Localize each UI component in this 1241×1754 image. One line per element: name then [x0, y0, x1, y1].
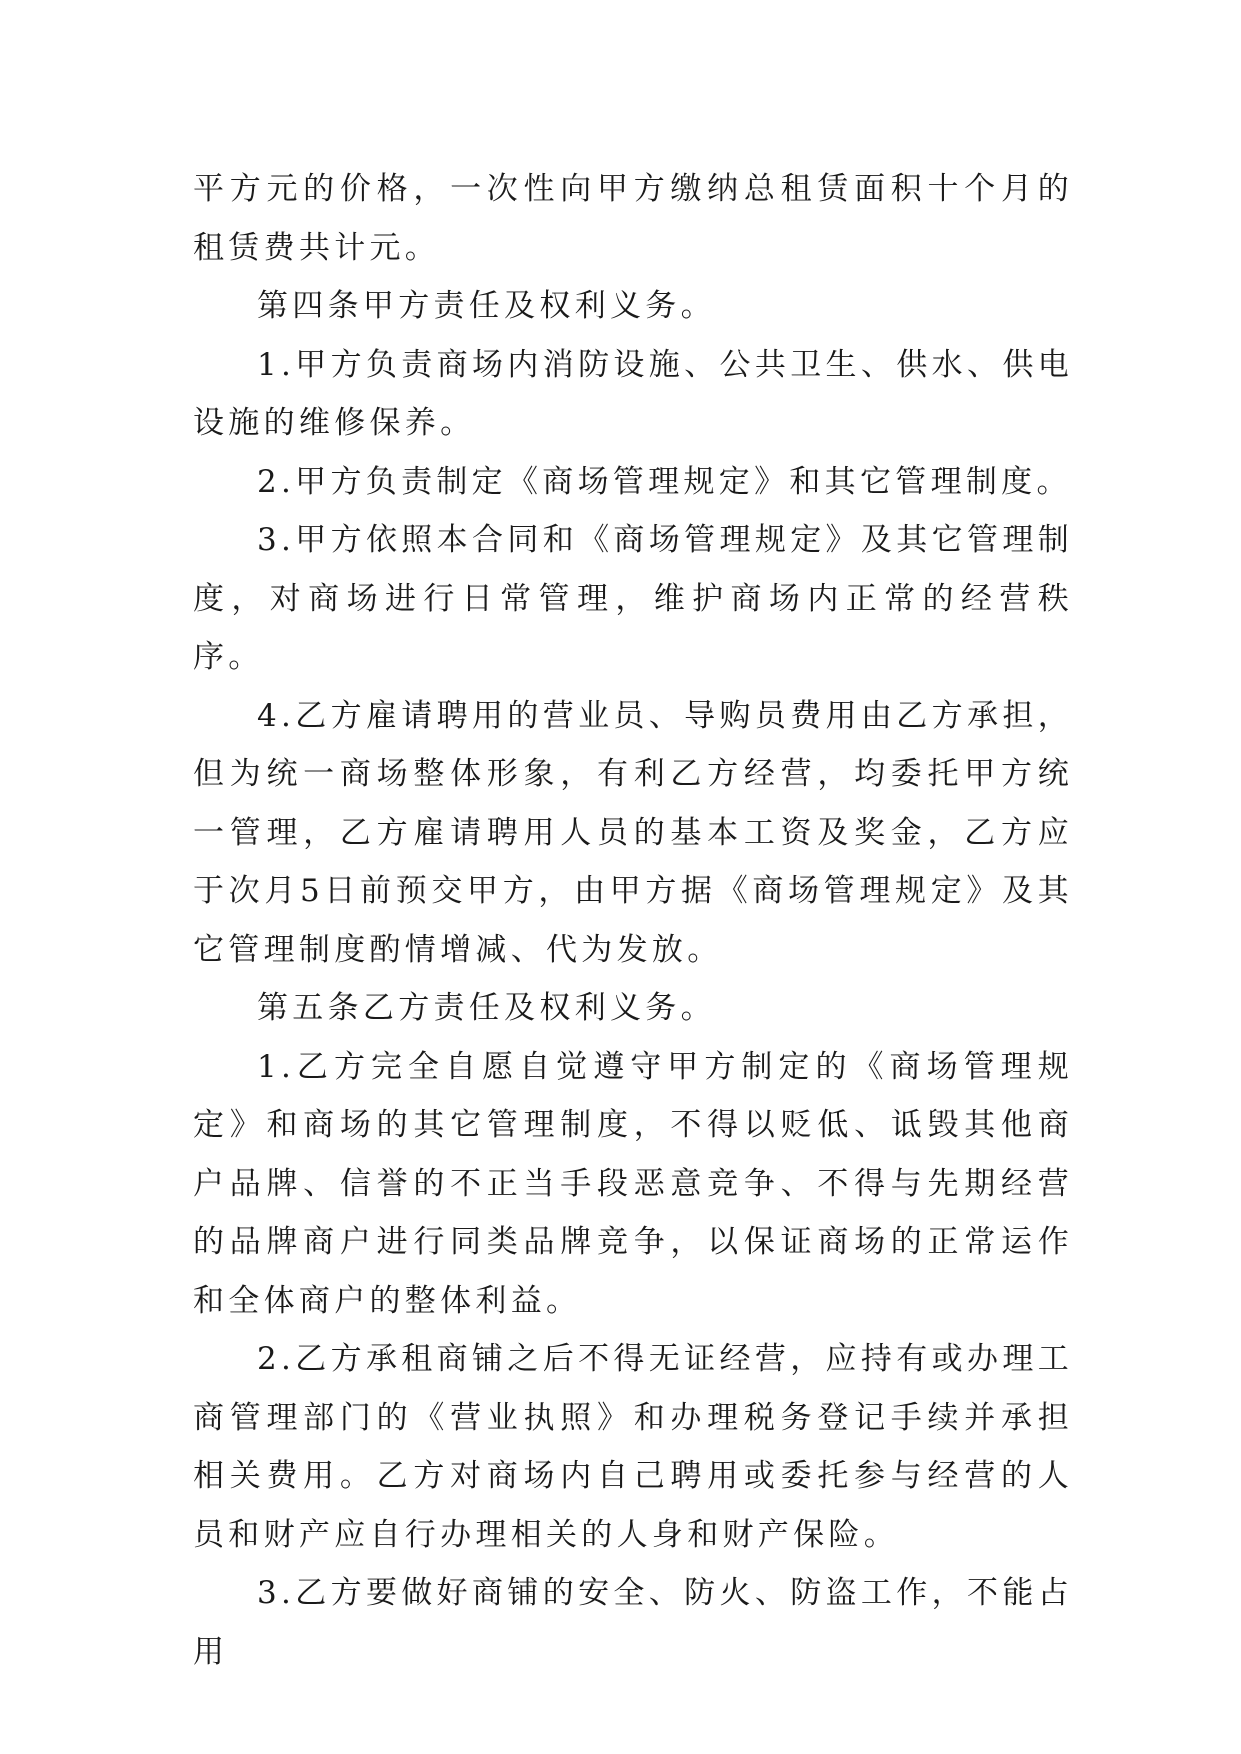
heading-article-4: 第四条甲方责任及权利义务。 — [257, 288, 716, 324]
heading-article-5: 第五条乙方责任及权利义务。 — [257, 990, 716, 1026]
clause-5-3: 3.乙方要做好商铺的安全、防火、防盗工作，不能占用 — [193, 1575, 1073, 1670]
clause-4-2: 2.甲方负责制定《商场管理规定》和其它管理制度。 — [257, 463, 1072, 500]
paragraph-rent-payment: 平方元的价格，一次性向甲方缴纳总租赁面积十个月的租赁费共计元。 — [193, 171, 1073, 266]
clause-4-3: 3.甲方依照本合同和《商场管理规定》及其它管理制度，对商场进行日常管理，维护商场内正常的经营秩序。 — [193, 522, 1073, 675]
clause-4-4: 4.乙方雇请聘用的营业员、导购员费用由乙方承担，但为统一商场整体形象，有利乙方经营，均委托甲方统一管理，乙方雇请聘用人员的基本工资及奖金，乙方应于次月5日前预交甲方，由甲方据《商场管理规定》及其它管理制度酌情增减、代为发放。 — [193, 697, 1073, 968]
clause-5-2: 2.乙方承租商铺之后不得无证经营，应持有或办理工商管理部门的《营业执照》和办理税务登记手续并承担相关费用。乙方对商场内自己聘用或委托参与经营的人员和财产应自行办理相关的人身和财产保险。 — [193, 1341, 1073, 1553]
clause-4-1: 1.甲方负责商场内消防设施、公共卫生、供水、供电设施的维修保养。 — [193, 346, 1073, 441]
document-body — [193, 160, 1073, 1681]
clause-5-1: 1.乙方完全自愿自觉遵守甲方制定的《商场管理规定》和商场的其它管理制度，不得以贬低、诋毁其他商户品牌、信誉的不正当手段恶意竞争、不得与先期经营的品牌商户进行同类品牌竞争，以保证商场的正常运作和全体商户的整体利益。 — [193, 1048, 1073, 1319]
